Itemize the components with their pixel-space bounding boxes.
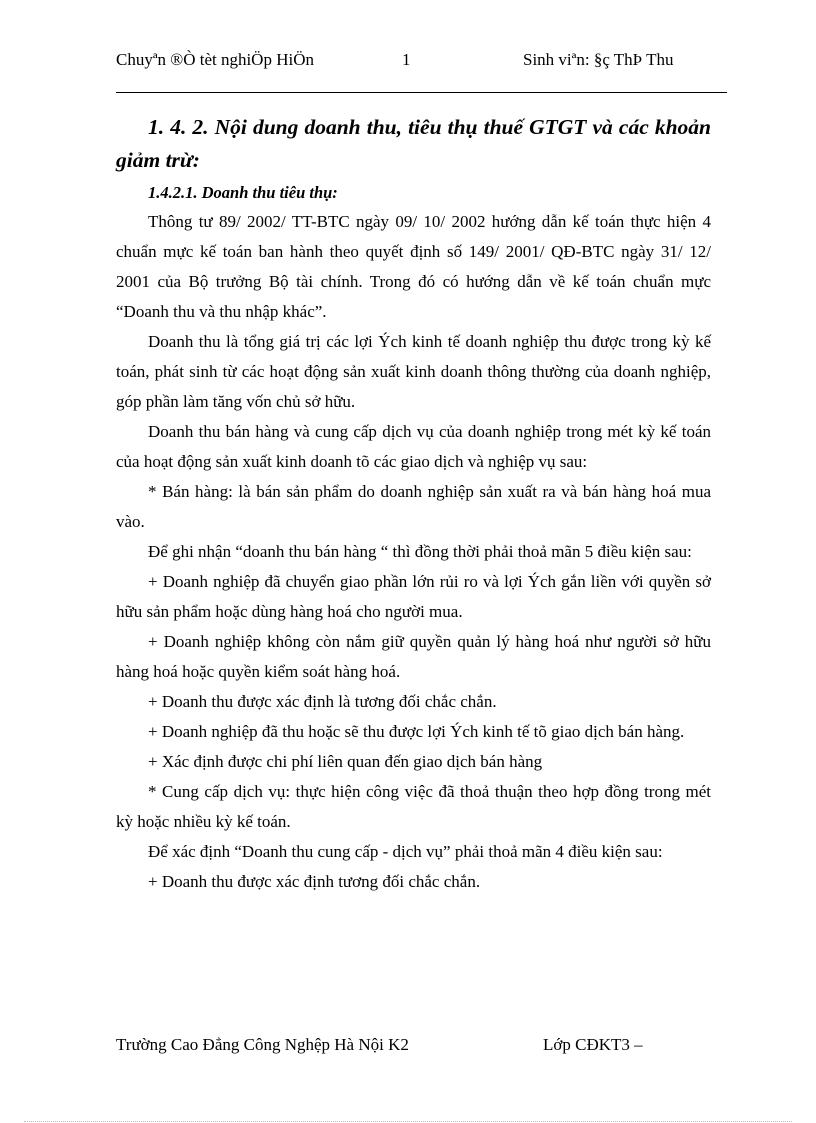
condition-item: + Doanh nghiệp không còn nắm giữ quyền quản lý hàng hoá như người sở hữu hàng hoá hoặc quyền kiểm soát hàng hoá. [116, 632, 711, 681]
condition-item: + Doanh thu được xác định tương đối chắc chắn. [148, 872, 481, 891]
condition-item: + Doanh nghiệp đã thu hoặc sẽ thu được lợi Ých kinh tế tõ giao dịch bán hàng. [148, 722, 685, 741]
page-header [116, 50, 727, 93]
paragraph-service-conditions: Để xác định “Doanh thu cung cấp - dịch vụ” phải thoả mãn 4 điều kiện sau: [148, 842, 663, 861]
page-body [116, 111, 711, 897]
condition-item: + Xác định được chi phí liên quan đến giao dịch bán hàng [148, 752, 543, 771]
subsection-heading: 1.4.2.1. Doanh thu tiêu thụ: [148, 183, 338, 202]
footer-class-name: Lớp CĐKT3 – [543, 1035, 643, 1054]
paragraph-sales-conditions: Để ghi nhận “doanh thu bán hàng “ thì đồng thời phải thoả mãn 5 điều kiện sau: [148, 542, 692, 561]
paragraph-revenue-definition: Doanh thu là tổng giá trị các lợi Ých kinh tế doanh nghiệp thu được trong kỳ kế toán, phát sinh từ các hoạt động sản xuất kinh doanh thông thường của doanh nghiệp, góp phần làm tăng vốn chủ sở hữu. [116, 332, 711, 411]
condition-item: + Doanh thu được xác định là tương đối chắc chắn. [148, 692, 497, 711]
paragraph-revenue-sources: Doanh thu bán hàng và cung cấp dịch vụ của doanh nghiệp trong mét kỳ kế toán của hoạt động sản xuất kinh doanh tõ các giao dịch và nghiệp vụ sau: [116, 422, 711, 471]
header-thesis-title: Chuyªn ®Ò tèt nghiÖp HiÖn [116, 50, 314, 69]
page-bottom-divider [24, 1121, 792, 1122]
condition-item: + Doanh nghiệp đã chuyển giao phần lớn rủi ro và lợi Ých gắn liền với quyền sở hữu sản phẩm hoặc dùng hàng hoá cho người mua. [116, 572, 711, 621]
header-student-name: Sinh viªn: §ç ThÞ Thu [523, 50, 674, 69]
paragraph-circular: Thông tư 89/ 2002/ TT-BTC ngày 09/ 10/ 2002 hướng dẫn kế toán thực hiện 4 chuẩn mực kế toán ban hành theo quyết định số 149/ 2001/ QĐ-BTC ngày 31/ 12/ 2001 của Bộ trưởng Bộ tài chính. Trong đó có hướng dẫn về kế toán chuẩn mực “Doanh thu và thu nhập khác”. [116, 212, 711, 321]
paragraph-services: * Cung cấp dịch vụ: thực hiện công việc đã thoả thuận theo hợp đồng trong mét kỳ hoặc nhiều kỳ kế toán. [116, 782, 711, 831]
paragraph-sales: * Bán hàng: là bán sản phẩm do doanh nghiệp sản xuất ra và bán hàng hoá mua vào. [116, 482, 711, 531]
section-heading: 1. 4. 2. Nội dung doanh thu, tiêu thụ thuế GTGT và các khoản giảm trừ: [116, 115, 711, 172]
header-page-number: 1 [402, 50, 411, 69]
footer-school-name: Trường Cao Đẳng Công Nghệp Hà Nội K2 [116, 1035, 409, 1054]
